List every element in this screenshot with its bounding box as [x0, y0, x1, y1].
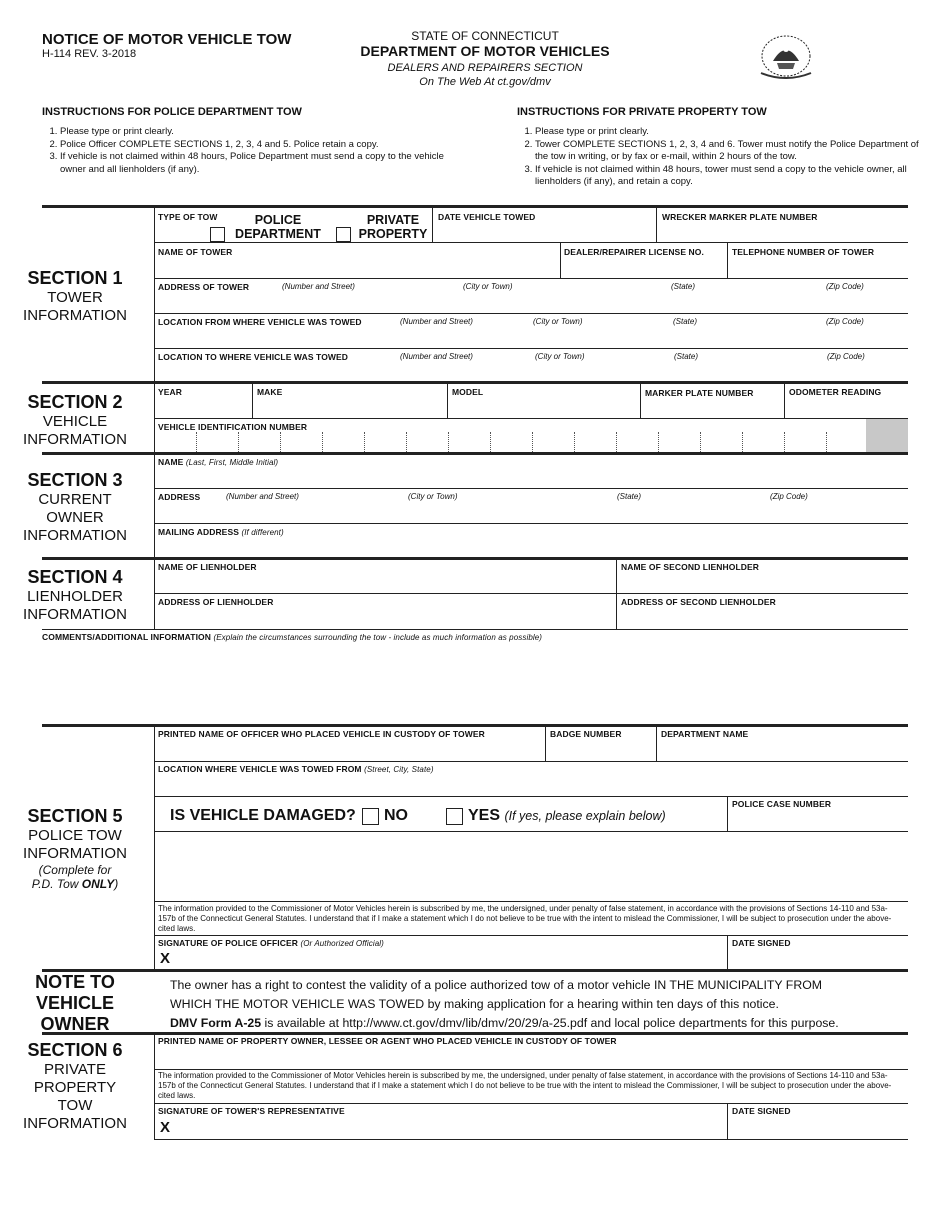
wrecker-plate-label: WRECKER MARKER PLATE NUMBER	[662, 212, 818, 222]
badge-number-label: BADGE NUMBER	[550, 729, 622, 739]
form-revision: H-114 REV. 3-2018	[42, 48, 137, 60]
note-to-owner-heading: NOTE TO VEHICLE OWNER	[35, 972, 115, 1034]
section-1-heading: SECTION 1 TOWER INFORMATION	[23, 268, 127, 324]
section-4-heading: SECTION 4 LIENHOLDER INFORMATION	[23, 567, 127, 623]
owner-address-label: ADDRESS	[158, 492, 201, 502]
officer-signature-label: SIGNATURE OF POLICE OFFICER (Or Authorized Official)	[158, 938, 384, 948]
year-label: YEAR	[158, 387, 183, 397]
mailing-address-label: MAILING ADDRESS (If different)	[158, 527, 284, 537]
list-item: 2. Police Officer COMPLETE SECTIONS 1, 2, 3, 4 and 5. Police retain a copy.	[60, 139, 460, 152]
section-3-heading: SECTION 3 CURRENT OWNER INFORMATION	[23, 470, 127, 544]
list-item: 1. Please type or print clearly.	[60, 126, 460, 139]
form-title: NOTICE OF MOTOR VEHICLE TOW	[42, 31, 292, 48]
odometer-label: ODOMETER READING	[789, 387, 882, 397]
section-5-heading: SECTION 5 POLICE TOW INFORMATION (Complete for P.D. Tow ONLY)	[23, 806, 127, 891]
vin-shaded-box	[866, 419, 908, 453]
case-number-label: POLICE CASE NUMBER	[732, 799, 832, 809]
city-hint: (City or Town)	[535, 352, 585, 361]
list-item: 3. If vehicle is not claimed within 48 hours, tower must send a copy to the vehicle owner, all lienholders (if any), and retain a copy.	[535, 164, 930, 189]
damaged-yes-hint: (If yes, please explain below)	[504, 809, 666, 823]
type-of-tow-label: TYPE OF TOW	[158, 212, 218, 222]
damaged-no-checkbox[interactable]	[362, 808, 379, 825]
note-to-owner-text: The owner has a right to contest the validity of a police authorized tow of a motor vehicle IN THE MUNICIPALITY FROM WHICH THE MOTOR VEHICLE WAS TOWED by making application for a hearing within ten days of this notice. DMV Form A-25 is available at http://www.ct.gov/dmv/lib/dmv/20/29/a-25.pdf and local police departments for this purpose.	[170, 978, 839, 1030]
damaged-yes-checkbox[interactable]	[446, 808, 463, 825]
date-towed-label: DATE VEHICLE TOWED	[438, 212, 536, 222]
towed-from-label: LOCATION WHERE VEHICLE WAS TOWED FROM (Street, City, State)	[158, 764, 434, 774]
state-hint: (State)	[671, 282, 696, 291]
tower-address-label: ADDRESS OF TOWER	[158, 282, 250, 292]
state-hint: (State)	[674, 352, 699, 361]
vehicle-damaged-question: IS VEHICLE DAMAGED?	[170, 807, 356, 824]
model-label: MODEL	[452, 387, 484, 397]
tower-attestation-text: The information provided to the Commissioner of Motor Vehicles herein is subscribed by me, the undersigned, under penalty of false statement, in accordance with the provisions of Sections 14-110 and 53a-157b of the Connecticut General Statutes. I understand that if I make a statement which I do not believe to be true with the intent to mislead the Commissioner, I will be subject to prosecution under the above-cited laws.	[158, 1071, 892, 1100]
plate-number-label: MARKER PLATE NUMBER	[645, 388, 754, 398]
tower-signature-label: SIGNATURE OF TOWER'S REPRESENTATIVE	[158, 1106, 345, 1116]
tower-name-label: NAME OF TOWER	[158, 247, 233, 257]
zip-hint: (Zip Code)	[826, 317, 864, 326]
police-instructions-title: INSTRUCTIONS FOR POLICE DEPARTMENT TOW	[42, 106, 302, 118]
lienholder-address-label: ADDRESS OF LIENHOLDER	[158, 597, 274, 607]
tower-phone-label: TELEPHONE NUMBER OF TOWER	[732, 247, 875, 257]
street-hint: (Number and Street)	[400, 352, 473, 361]
second-lienholder-address-label: ADDRESS OF SECOND LIENHOLDER	[621, 597, 776, 607]
agent-name-label: PRINTED NAME OF PROPERTY OWNER, LESSEE OR AGENT WHO PLACED VEHICLE IN CUSTODY OF TOWER	[158, 1036, 617, 1046]
location-to-label: LOCATION TO WHERE VEHICLE WAS TOWED	[158, 352, 349, 362]
state-hint: (State)	[673, 317, 698, 326]
state-name: STATE OF CONNECTICUT	[411, 29, 559, 43]
dealer-license-label: DEALER/REPAIRER LICENSE NO.	[564, 247, 704, 257]
section-name: DEALERS AND REPAIRERS SECTION	[387, 62, 583, 74]
list-item: 3. If vehicle is not claimed within 48 hours, Police Department must send a copy to the vehicle owner and all lienholders (if any).	[60, 151, 460, 176]
zip-hint: (Zip Code)	[770, 492, 808, 501]
department-name: DEPARTMENT OF MOTOR VEHICLES	[360, 43, 610, 59]
private-property-label: PRIVATE PROPERTY	[358, 213, 428, 241]
section-2-heading: SECTION 2 VEHICLE INFORMATION	[23, 392, 127, 448]
vin-label: VEHICLE IDENTIFICATION NUMBER	[158, 422, 308, 432]
state-seal-icon	[755, 33, 817, 79]
state-hint: (State)	[617, 492, 642, 501]
city-hint: (City or Town)	[533, 317, 583, 326]
police-tow-checkbox[interactable]	[210, 227, 225, 242]
towed-from-hint: (Street, City, State)	[364, 765, 434, 774]
tower-date-signed-label: DATE SIGNED	[732, 1106, 791, 1116]
list-item: 1. Please type or print clearly.	[535, 126, 930, 139]
mailing-address-hint: (If different)	[241, 528, 284, 537]
web-address: On The Web At ct.gov/dmv	[419, 76, 551, 88]
second-lienholder-name-label: NAME OF SECOND LIENHOLDER	[621, 562, 760, 572]
department-name-label: DEPARTMENT NAME	[661, 729, 749, 739]
owner-name-label: NAME (Last, First, Middle Initial)	[158, 457, 279, 467]
tower-signature-x: X	[160, 1119, 171, 1136]
police-instructions-list	[42, 126, 460, 176]
location-from-label: LOCATION FROM WHERE VEHICLE WAS TOWED	[158, 317, 362, 327]
police-attestation-text: The information provided to the Commissioner of Motor Vehicles herein is subscribed by me, the undersigned, under penalty of false statement, in accordance with the provisions of Sections 14-110 and 53a-157b of the Connecticut General Statutes. I understand that if I make a statement which I do not believe to be true with the intent to mislead the Commissioner, I will be subject to prosecution under the above-cited laws.	[158, 904, 892, 933]
zip-hint: (Zip Code)	[827, 352, 865, 361]
section-6-heading: SECTION 6 PRIVATE PROPERTY TOW INFORMATION	[23, 1040, 127, 1132]
private-tow-checkbox[interactable]	[336, 227, 351, 242]
private-instructions-title: INSTRUCTIONS FOR PRIVATE PROPERTY TOW	[517, 106, 767, 118]
officer-signature-x: X	[160, 950, 171, 967]
street-hint: (Number and Street)	[400, 317, 473, 326]
lienholder-name-label: NAME OF LIENHOLDER	[158, 562, 257, 572]
zip-hint: (Zip Code)	[826, 282, 864, 291]
officer-date-signed-label: DATE SIGNED	[732, 938, 791, 948]
officer-name-label: PRINTED NAME OF OFFICER WHO PLACED VEHICLE IN CUSTODY OF TOWER	[158, 729, 485, 739]
officer-signature-hint: (Or Authorized Official)	[300, 939, 384, 948]
comments-label: COMMENTS/ADDITIONAL INFORMATION (Explain the circumstances surrounding the tow - include as much information as possible)	[42, 632, 543, 642]
private-instructions-list	[517, 126, 930, 189]
list-item: 2. Tower COMPLETE SECTIONS 1, 2, 3, 4 and 6. Tower must notify the Police Department of the tow in writing, or by fax or e-mail, within 2 hours of the tow.	[535, 139, 930, 164]
street-hint: (Number and Street)	[226, 492, 299, 501]
owner-name-hint: (Last, First, Middle Initial)	[185, 458, 279, 467]
street-hint: (Number and Street)	[282, 282, 355, 291]
make-label: MAKE	[257, 387, 283, 397]
comments-hint: (Explain the circumstances surrounding the tow - include as much information as possible)	[213, 633, 543, 642]
damaged-yes-label: YES (If yes, please explain below)	[468, 807, 666, 824]
police-department-label: POLICE DEPARTMENT	[235, 213, 321, 241]
damaged-no-label: NO	[384, 807, 408, 824]
city-hint: (City or Town)	[408, 492, 458, 501]
city-hint: (City or Town)	[463, 282, 513, 291]
